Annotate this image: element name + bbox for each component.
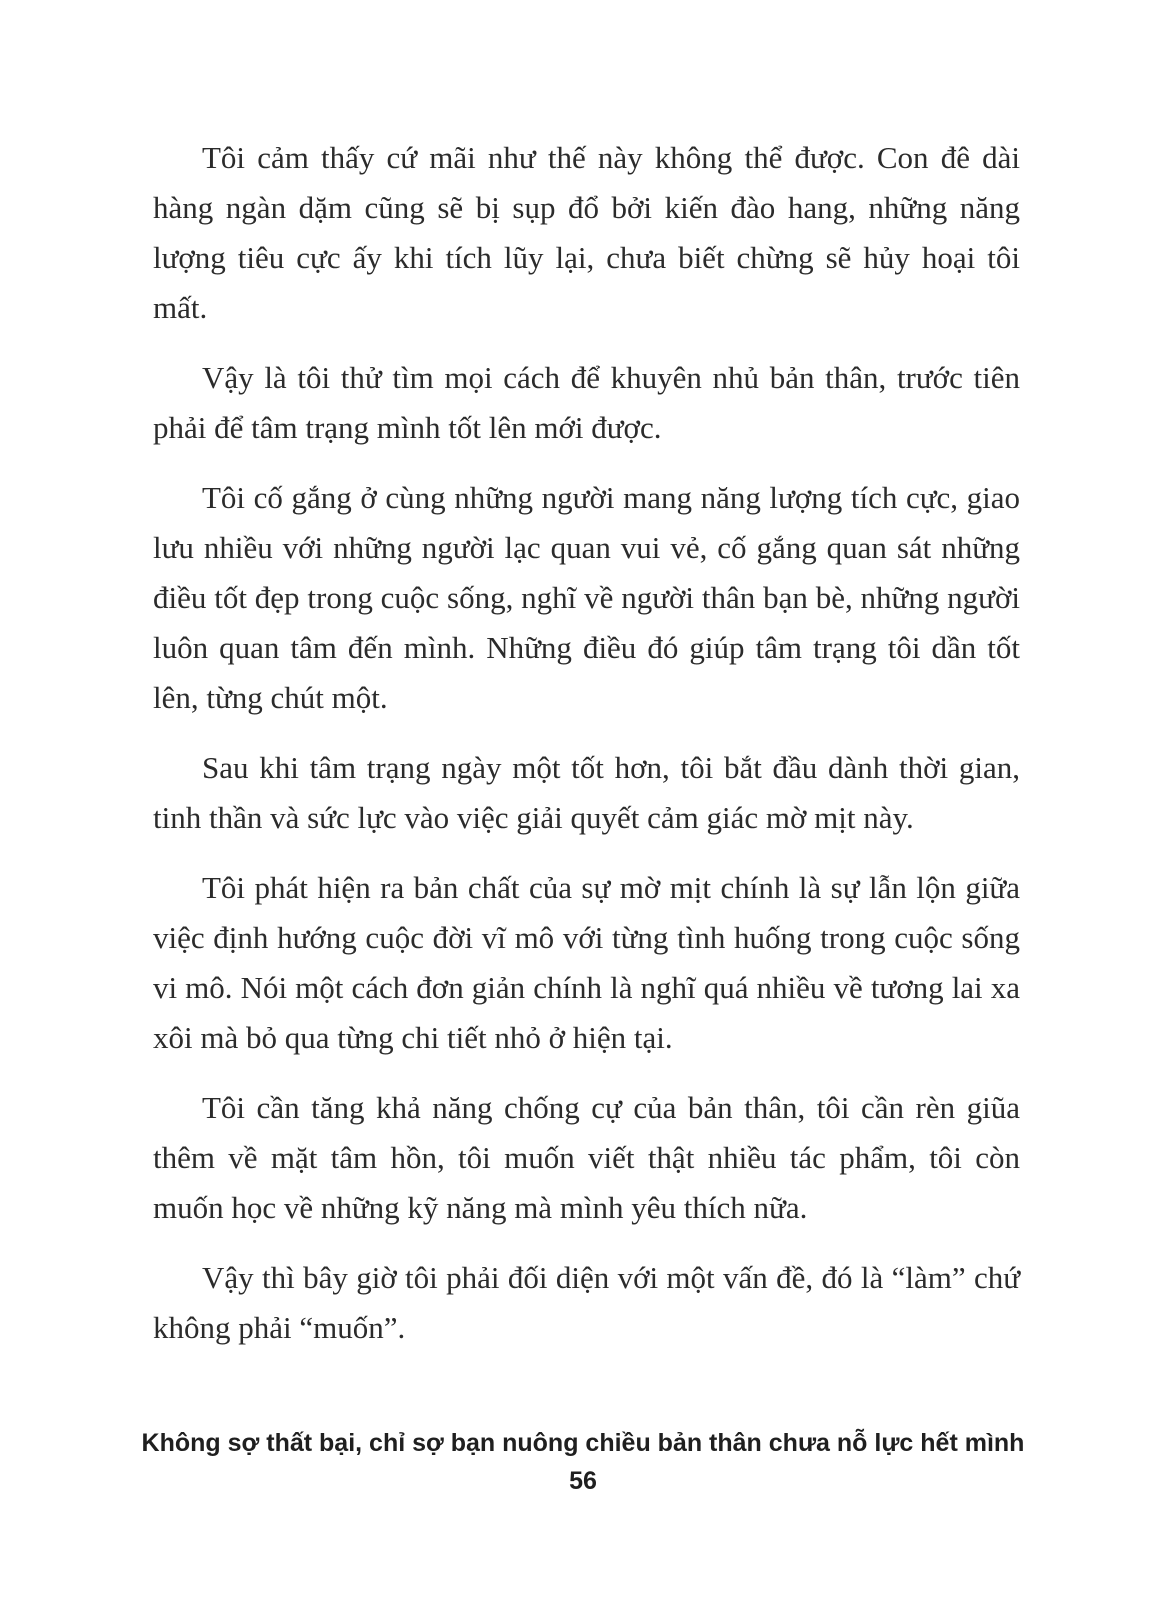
page-number: 56 <box>569 1467 597 1495</box>
body-paragraph: Tôi cố gắng ở cùng những người mang năng lượng tích cực, giao lưu nhiều với những người lạc quan vui vẻ, cố gắng quan sát những điều tốt đẹp trong cuộc sống, nghĩ về người thân bạn bè, những người luôn quan tâm đến mình. Những điều đó giúp tâm trạng tôi dần tốt lên, từng chút một. <box>153 480 1020 715</box>
body-paragraph: Vậy thì bây giờ tôi phải đối diện với một vấn đề, đó là “làm” chứ không phải “muốn”. <box>153 1260 1020 1345</box>
page-footer <box>0 1427 1166 1607</box>
body-paragraph: Tôi phát hiện ra bản chất của sự mờ mịt chính là sự lẫn lộn giữa việc định hướng cuộc đời vĩ mô với từng tình huống trong cuộc sống vi mô. Nói một cách đơn giản chính là nghĩ quá nhiều về tương lai xa xôi mà bỏ qua từng chi tiết nhỏ ở hiện tại. <box>153 870 1020 1055</box>
footer-tagline: Không sợ thất bại, chỉ sợ bạn nuông chiều bản thân chưa nỗ lực hết mình <box>141 1429 1025 1457</box>
body-paragraph: Tôi cần tăng khả năng chống cự của bản thân, tôi cần rèn giũa thêm về mặt tâm hồn, tôi muốn viết thật nhiều tác phẩm, tôi còn muốn học về những kỹ năng mà mình yêu thích nữa. <box>153 1090 1020 1225</box>
body-paragraph: Sau khi tâm trạng ngày một tốt hơn, tôi bắt đầu dành thời gian, tinh thần và sức lực vào việc giải quyết cảm giác mờ mịt này. <box>153 750 1020 835</box>
body-paragraph: Vậy là tôi thử tìm mọi cách để khuyên nhủ bản thân, trước tiên phải để tâm trạng mình tốt lên mới được. <box>153 360 1020 445</box>
body-paragraph: Tôi cảm thấy cứ mãi như thế này không thể được. Con đê dài hàng ngàn dặm cũng sẽ bị sụp đổ bởi kiến đào hang, những năng lượng tiêu cực ấy khi tích lũy lại, chưa biết chừng sẽ hủy hoại tôi mất. <box>153 140 1020 325</box>
